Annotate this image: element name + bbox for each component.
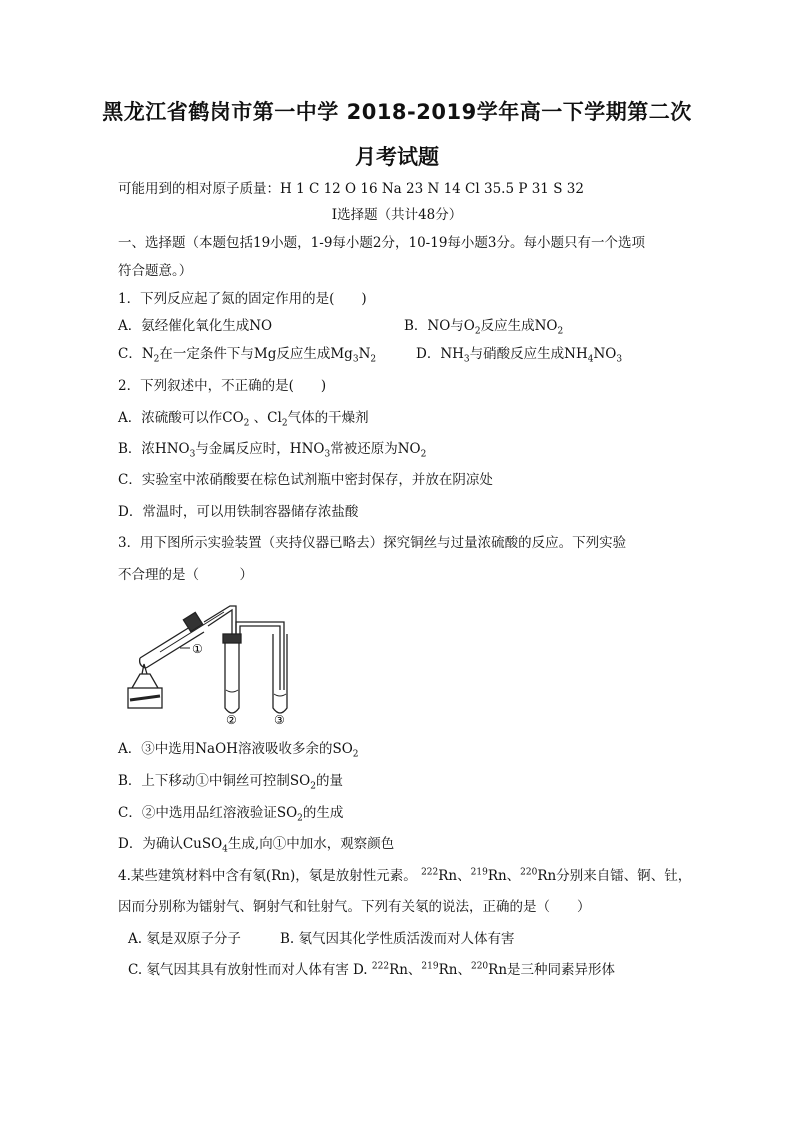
- section-heading: I选择题（共计48分）: [331, 207, 463, 223]
- q4-stem-line2: 因而分别称为镭射气、锕射气和钍射气。下列有关氡的说法，正确的是（ ）: [118, 899, 591, 915]
- q1-option-row1: [118, 317, 564, 337]
- q4-option-d: D. $^{222}$Rn、$^{219}$Rn、$^{220}$Rn是三种同素异形体: [352, 961, 616, 978]
- q3-option-b: B．上下移动①中铜丝可控制$SO_2$的量: [118, 773, 343, 792]
- q1-option-a: A．氨经催化氧化生成NO: [118, 318, 273, 334]
- q1-option-row2: [118, 345, 623, 365]
- q2-option-b: B．浓$HNO_3$与金属反应时，$HNO_3$常被还原为$NO_2$: [118, 441, 427, 460]
- q3-option-c: C．②中选用品红溶液验证$SO_2$的生成: [118, 805, 344, 824]
- page-title-line2: 月考试题: [355, 145, 439, 169]
- q4-option-row2: [128, 961, 615, 979]
- q4-option-c: C. 氡气因其具有放射性而对人体有害: [128, 962, 349, 978]
- delivery-tube-2: [236, 622, 284, 690]
- q1-option-b: B．NO与$O_2$反应生成$NO_2$: [404, 318, 564, 337]
- page-title: 黑龙江省鹤岗市第一中学 2018-2019学年高一下学期第二次: [102, 100, 692, 124]
- burner-top: [132, 674, 158, 688]
- apparatus-diagram: [120, 600, 310, 725]
- tube2-stopper: [223, 634, 241, 643]
- q3-option-d: D．为确认CuSO$_4$生成,向①中加水，观察颜色: [118, 836, 395, 855]
- q4-option-b: B. 氡气因其化学性质活泼而对人体有害: [280, 931, 515, 947]
- q2-stem: 2．下列叙述中，不正确的是( ): [118, 378, 327, 394]
- q1-stem: 1．下列反应起了氮的固定作用的是( ): [118, 291, 367, 307]
- q4-option-a: A. 氡是双原子分子: [128, 931, 241, 947]
- q1-option-c: C．$N_2$在一定条件下与Mg反应生成$Mg_3N_2$: [118, 346, 377, 365]
- instructions-line2: 符合题意。）: [118, 263, 193, 279]
- atomic-masses: 可能用到的相对原子质量：H 1 C 12 O 16 Na 23 N 14 Cl 35.5 P 31 S 32: [118, 181, 584, 197]
- label-2: ②: [226, 713, 237, 725]
- q2-option-c: C．实验室中浓硝酸要在棕色试剂瓶中密封保存，并放在阴凉处: [118, 472, 493, 488]
- flame: [142, 664, 147, 674]
- q3-option-a: A．③中选用NaOH溶液吸收多余的$SO_2$: [118, 741, 359, 760]
- label-1: ①: [192, 642, 203, 656]
- q4-option-row1: [128, 930, 515, 948]
- q4-stem-line1: 4.某些建筑材料中含有氡(Rn)，氡是放射性元素。 $^{222}$Rn、$^{219}$Rn、$^{220}$Rn分别来自镭、锕、钍，: [118, 867, 692, 884]
- q2-option-a: A．浓硫酸可以作$CO_2$ 、$Cl_2$气体的干燥剂: [118, 410, 369, 429]
- q3-stem-line2: 不合理的是（ ）: [118, 567, 253, 583]
- q1-option-d: D．$NH_3$与硝酸反应生成$NH_4NO_3$: [416, 346, 623, 365]
- q3-stem-line1: 3．用下图所示实验装置（夹持仪器已略去）探究铜丝与过量浓硫酸的反应。下列实验: [118, 535, 627, 551]
- test-tube-2: [225, 642, 239, 713]
- q2-option-d: D．常温时，可以用铁制容器储存浓盐酸: [118, 504, 359, 520]
- instructions-line1: 一、选择题（本题包括19小题，1-9每小题2分，10-19每小题3分。每小题只有一个选项: [118, 235, 646, 251]
- label-3: ③: [274, 713, 285, 725]
